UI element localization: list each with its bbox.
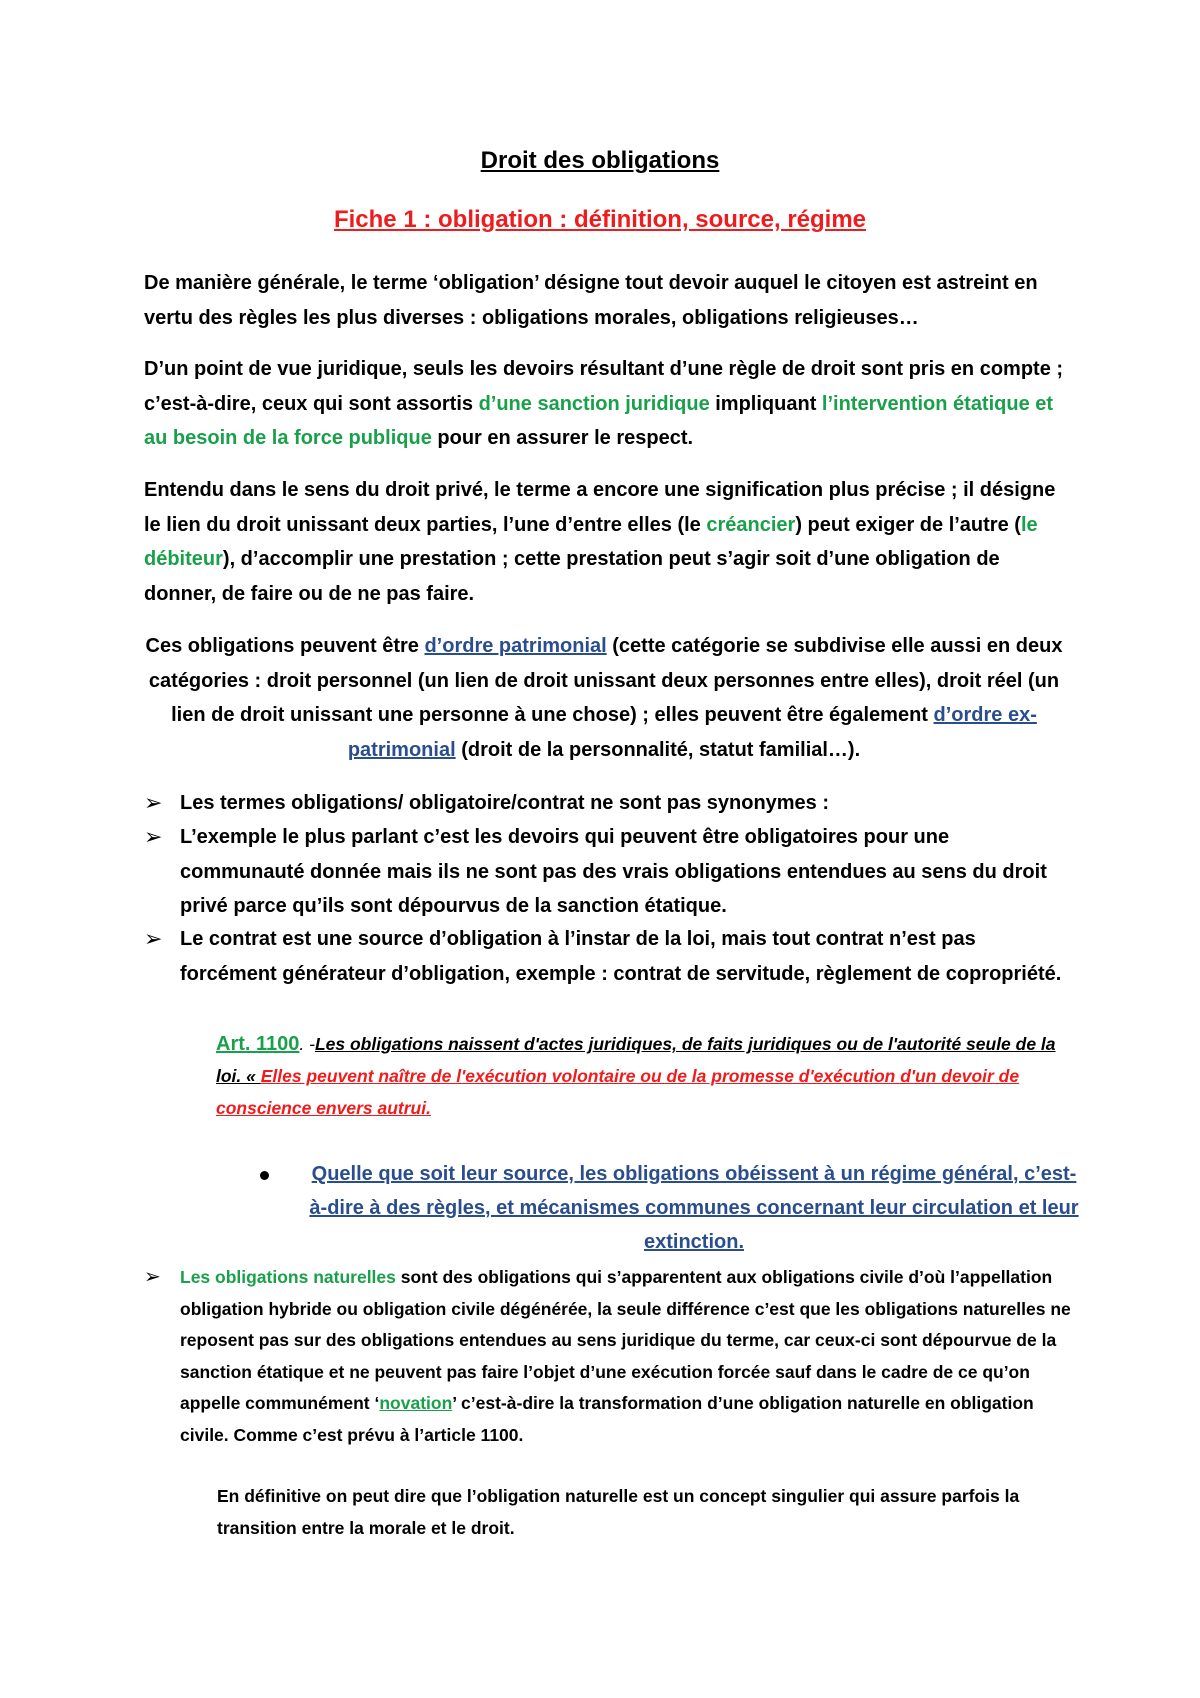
p2-text-e: pour en assurer le respect. (431, 427, 694, 449)
regime-bullet (260, 1157, 1080, 1259)
regime-text: Quelle que soit leur source, les obligations obéissent à un régime général, c’est-à-dire à des règles, et mécanismes communes concernant leur circulation et leur extinction. (309, 1163, 1079, 1253)
document-subtitle: Fiche 1 : obligation : définition, source, régime (333, 206, 867, 233)
article-text-red: Elles peuvent naître de l'exécution volontaire ou de la promesse d'exécution d'un devoir de conscience envers autrui. (216, 1066, 1020, 1118)
list-item (144, 786, 1074, 821)
p2-highlight-intervention: l’intervention étatique et au besoin de la force publique (144, 392, 1054, 449)
article-separator: . - (299, 1034, 315, 1054)
novation-link[interactable]: novation (379, 1393, 453, 1413)
p2-text-a: D’un point de vue juridique, seuls les devoirs résultant d’une règle de droit sont pris en compte ; c’est-à-dire, ceux qui sont assortis (144, 358, 1064, 415)
p3-text-a: Entendu dans le sens du droit privé, le terme a encore une signification plus précise ; il désigne le lien du droit unissant deux parties, l’une d’entre elles (le (144, 479, 1056, 536)
p4-text-c: (cette catégorie se subdivise elle aussi en deux catégories : droit personnel (un lien de droit unissant deux personnes entre elles), droit réel (un lien de droit unissant une personne à une chose) ; elles peuvent être également (148, 635, 1063, 726)
paragraph-definition: De manière générale, le terme ‘obligation’ désigne tout devoir auquel le citoyen est astreint en vertu des règles les plus diverses : obligations morales, obligations religieuses… (144, 272, 1038, 329)
document-title: Droit des obligations (480, 147, 720, 174)
naturelles-text: sont des obligations qui s’apparentent aux obligations civile d’où l’appellation obligation hybride ou obligation civile dégénérée, la seule différence c’est que les obligations naturelles ne reposent pas sur des obligations entendues au sens juridique du terme, car ceux-ci sont dépourvue de la sanction étatique et ne peuvent pas faire l’objet d’une exécution forcée sauf dans le cadre de ce qu’on appelle communément ‘ (180, 1267, 1071, 1413)
bullet-text: Le contrat est une source d’obligation à l’instar de la loi, mais tout contrat n’est pas forcément générateur d’obligation, exemple : contrat de servitude, règlement de copropriété. (180, 928, 1062, 985)
naturelles-text-end: ’ c’est-à-dire la transformation d’une obligation naturelle en obligation civile. Comme c’est prévu à l’article 1100. (180, 1393, 1034, 1445)
arrow-bullet-icon: ➢ (144, 824, 163, 849)
list-item (144, 1262, 1079, 1451)
naturelles-heading: Les obligations naturelles (180, 1267, 396, 1287)
p3-text-c: ) peut exiger de l’autre ( (795, 513, 1021, 536)
conclusion-paragraph: En définitive on peut dire que l’obligation naturelle est un concept singulier qui assure parfois la transition entre la morale et le droit. (217, 1486, 1020, 1538)
p3-debiteur: le débiteur (144, 513, 1038, 570)
arrow-bullet-icon: ➢ (144, 926, 163, 951)
paragraph-droit-prive (144, 473, 1064, 611)
paragraph-juridique (144, 352, 1064, 456)
p2-text-c: impliquant (709, 392, 822, 415)
list-item (144, 922, 1074, 991)
p2-highlight-sanction: d’une sanction juridique (478, 392, 710, 415)
p4-patrimonial-link: d’ordre patrimonial (424, 635, 607, 657)
bullet-text: Les termes obligations/ obligatoire/contrat ne sont pas synonymes : (180, 792, 830, 814)
p3-creancier: créancier (706, 513, 796, 536)
paragraph-patrimonial (144, 629, 1064, 767)
bullet-dot-icon (260, 1171, 269, 1180)
p4-text-a: Ces obligations peuvent être (145, 635, 425, 657)
article-1100-quote (216, 1028, 1056, 1124)
list-item (144, 820, 1074, 924)
p4-ex-patrimonial-link: d’ordre ex-patrimonial (347, 704, 1037, 761)
bullet-text: L’exemple le plus parlant c’est les devoirs qui peuvent être obligatoires pour une communauté donnée mais ils ne sont pas des vrais obligations entendues au sens du droit privé parce qu’ils sont dépourvus de la sanction étatique. (180, 826, 1047, 917)
article-number-link[interactable]: Art. 1100 (216, 1033, 300, 1055)
arrow-bullet-icon: ➢ (144, 1266, 161, 1288)
arrow-bullet-icon: ➢ (144, 790, 163, 815)
p4-text-e: (droit de la personnalité, statut familial…). (455, 738, 861, 761)
p3-text-e: ), d’accomplir une prestation ; cette prestation peut s’agir soit d’une obligation de donner, de faire ou de ne pas faire. (144, 548, 1000, 605)
article-text: Les obligations naissent d'actes juridiques, de faits juridiques ou de l'autorité seule de la loi. « (216, 1034, 1056, 1086)
